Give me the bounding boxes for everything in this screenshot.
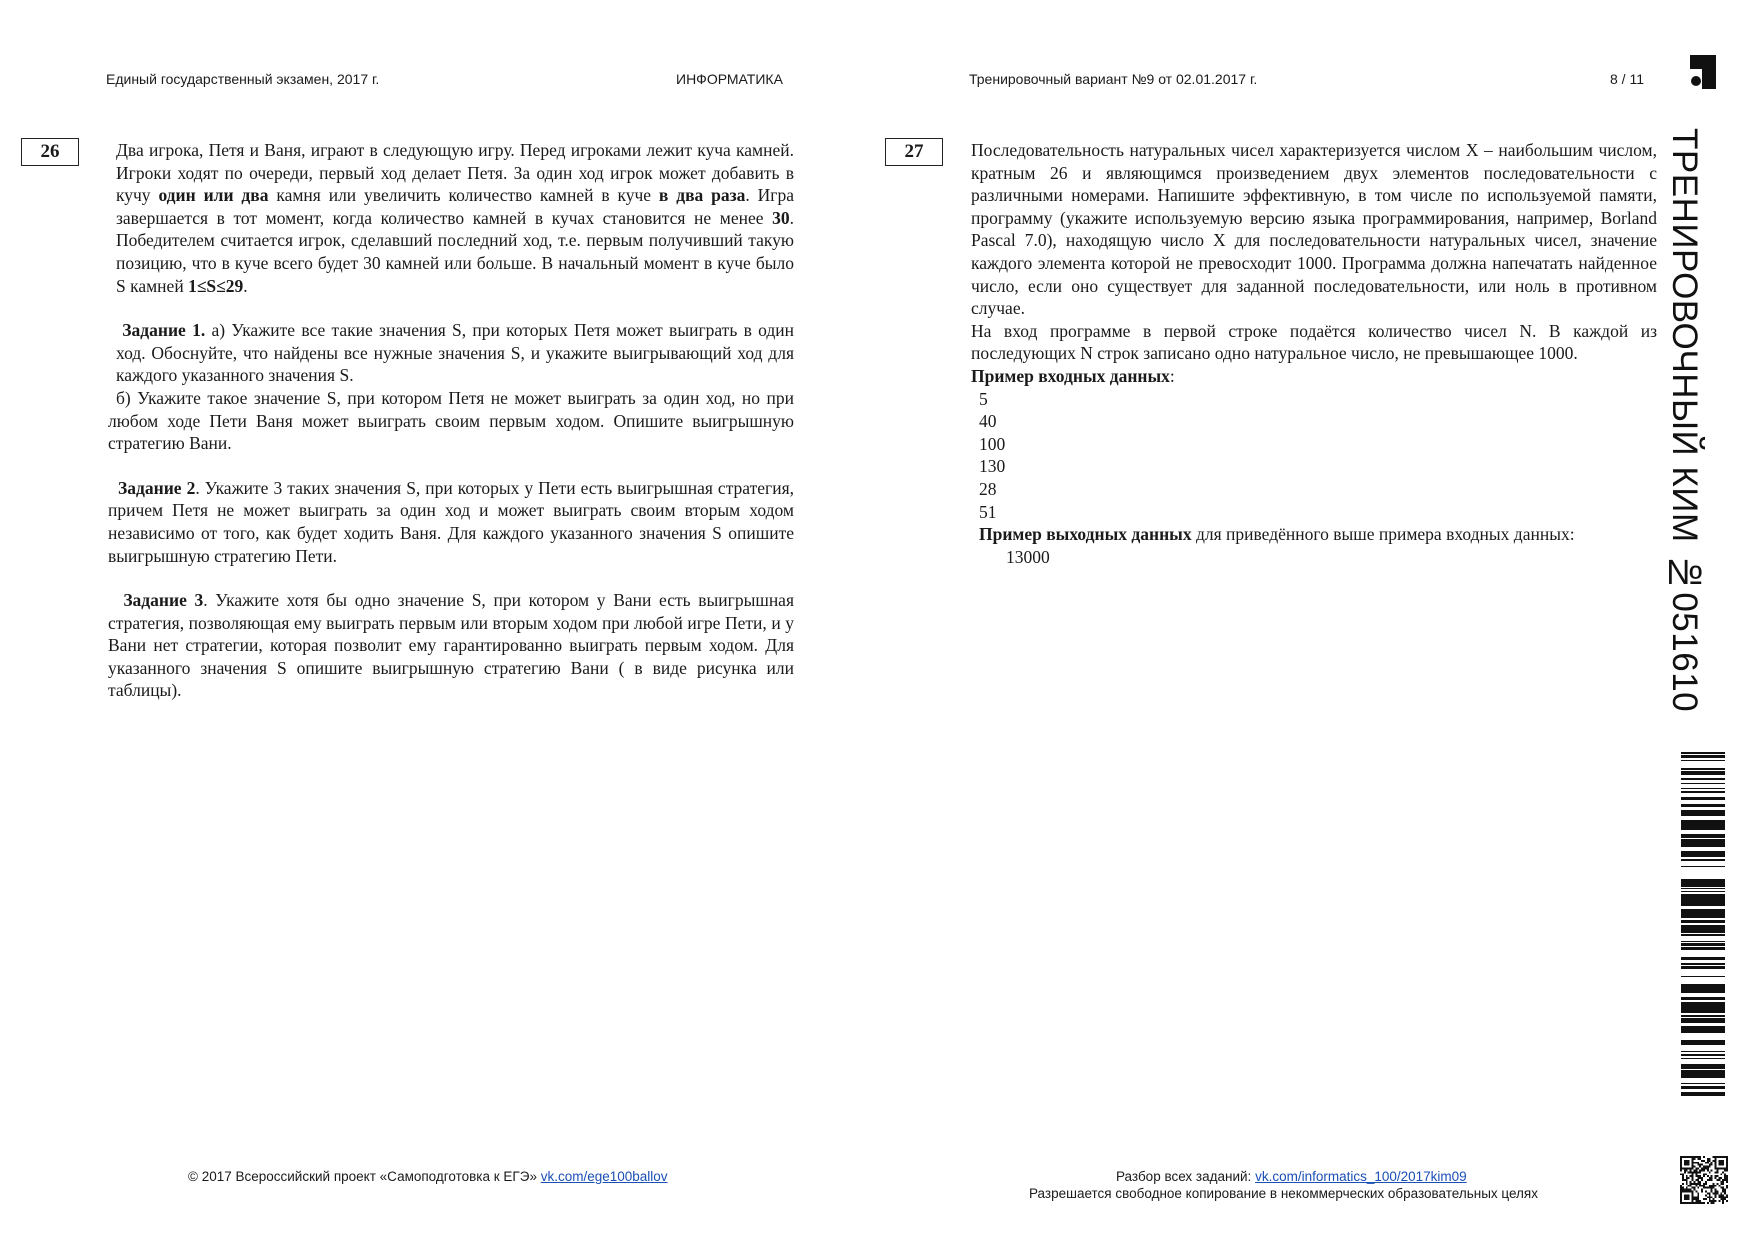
task-26-intro: Два игрока, Петя и Ваня, играют в следующую игру. Перед игроками лежит куча камней. Игроки ходят по очереди, первый ход делает Петя. За один ход игрок может добавить в кучу один или два камня или увеличить количество камней в куче в два раза. Игра завершается в тот момент, когда количество камней в кучах становится не менее 30. Победителем считается игрок, сделавший последний ход, т.е. первым получивший такую позицию, что в куче всего будет 30 камней или больше. В начальный момент в куче было S камней 1≤S≤29. — [116, 140, 794, 296]
task-26-question-3: Задание 3. Укажите хотя бы одно значение S, при котором у Вани есть выигрышная стратегия, позволяющая ему выиграть первым или вторым ходом при любой игре Пети, и у Вани нет стратегии, которая позволит ему гарантированно выиграть первым ходом. Для указанного значения S опишите выигрышную стратегию Вани ( в виде рисунка или таблицы). — [108, 590, 794, 701]
task-27-number: 27 — [885, 138, 943, 166]
input-line: 51 — [979, 501, 997, 522]
header-page-number: 8 / 11 — [1610, 71, 1644, 87]
task-27-body — [971, 139, 1657, 568]
input-line: 100 — [979, 433, 1006, 454]
footer-vk-link[interactable]: vk.com/ege100ballov — [540, 1169, 668, 1184]
task-26-question-1a: Задание 1. а) Укажите все такие значения S, при которых Петя может выиграть в один ход. Обоснуйте, что найдены все нужные значения S, и укажите выигрывающий ход для каждого указанного значения S. — [116, 320, 794, 386]
task-27-output-example-label: Пример выходных данных для приведённого выше примера входных данных: — [979, 524, 1575, 545]
header-exam-title: Единый государственный экзамен, 2017 г. — [106, 71, 380, 87]
task-27-input-example — [971, 388, 1657, 524]
task-27-output-value: 13000 — [1006, 546, 1050, 567]
barcode — [1681, 752, 1725, 1100]
task-27-input-example-label: Пример входных данных: — [971, 365, 1175, 386]
corner-marker-icon — [1690, 55, 1716, 89]
input-line: 130 — [979, 456, 1006, 477]
task-26-question-2: Задание 2. Укажите 3 таких значения S, при которых у Пети есть выигрышная стратегия, причем Петя не может выиграть за один ход и может выиграть своим вторым ходом независимо от того, как будет ходить Ваня. Для каждого указанного значения S опишите выигрышную стратегию Пети. — [108, 477, 795, 566]
footer-solutions: Разбор всех заданий: vk.com/informatics_100/2017kim09 — [1116, 1169, 1467, 1184]
footer-copyright: © 2017 Всероссийский проект «Самоподготовка к ЕГЭ» vk.com/ege100ballov — [188, 1169, 668, 1184]
task-27-input-format: На вход программе в первой строке подаётся количество чисел N. В каждой из последующих N строк записано одно натуральное число, не превышающее 1000. — [971, 320, 1657, 364]
header-variant: Тренировочный вариант №9 от 02.01.2017 г. — [969, 71, 1258, 87]
footer-copy-permission: Разрешается свободное копирование в некоммерческих образовательных целях — [1029, 1186, 1538, 1201]
header-subject: ИНФОРМАТИКА — [676, 71, 783, 87]
input-line: 5 — [979, 388, 988, 409]
qr-code-icon — [1680, 1156, 1728, 1204]
task-26-question-1b: б) Укажите такое значение S, при котором Петя не может выиграть за один ход, но при любом ходе Пети Ваня может выиграть своим первым ходом. Опишите выигрышную стратегию Вани. — [108, 387, 794, 454]
task-26-body — [108, 139, 794, 702]
side-kim-title: ТРЕНИРОВОЧНЫЙ КИМ №051610 — [1665, 128, 1704, 713]
task-26-number: 26 — [21, 138, 79, 166]
task-27-description: Последовательность натуральных чисел характеризуется числом X – наибольшим числом, кратным 26 и являющимся произведением двух элементов последовательности с различными номерами. Напишите эффективную, в том числе по используемой памяти, программу (укажите используемую версию языка программирования, например, Borland Pascal 7.0), находящую число X для последовательности натуральных чисел, значение каждого элемента которой не превосходит 1000. Программа должна напечатать найденное число, если оно существует для заданной последовательности, или ноль в противном случае. — [971, 140, 1657, 319]
footer-solutions-link[interactable]: vk.com/informatics_100/2017kim09 — [1255, 1169, 1467, 1184]
input-line: 28 — [979, 478, 997, 499]
input-line: 40 — [979, 411, 997, 432]
